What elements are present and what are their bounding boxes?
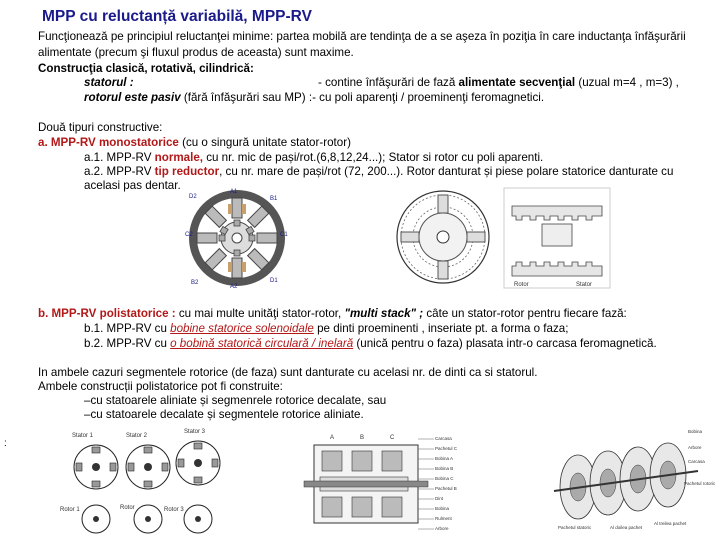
stack-letter-b: B (360, 435, 365, 441)
figure-toothed-rotor (393, 187, 493, 287)
stator-center (92, 463, 100, 471)
stator-pack-c-bottom (382, 497, 402, 517)
conclusion-line-2: Ambele construcții polistatorice pot fi construite: (38, 380, 283, 393)
intro-line-2: alimentate (precum şi fluxul produs de aceasta) sunt maxime. (38, 46, 354, 59)
label-a2: A2 (230, 284, 238, 290)
rotor-row (84, 91, 544, 105)
pole-a2 (232, 258, 242, 278)
stator-tooth (194, 477, 202, 483)
label-d2: D2 (189, 194, 197, 200)
type-a-title: a. MPP-RV monostatorice (38, 136, 179, 149)
rotor-tooth (219, 235, 225, 241)
stack-letter-a: A (330, 435, 335, 441)
rotor-tooth (249, 235, 255, 241)
intro-line-1: Funcţionează pe principiul reluctanţei minime: partea mobilă are tendinţa de a se aşeza în poziţia în care inductanţa înfăşurării (38, 30, 686, 43)
type-a-title-rest: (cu o singură unitate stator-rotor) (178, 136, 351, 149)
type-b2-highlight: o bobină statorică circulară / inelară (170, 337, 354, 350)
label-rotor-1: Rotor 1 (60, 507, 80, 513)
coil-a2-right (242, 262, 246, 272)
stator-pack-a-top (322, 451, 342, 471)
label-c2: C2 (185, 232, 193, 238)
figure-axial-section (300, 427, 460, 537)
stack-letter-c: C (390, 435, 395, 441)
legend-item: Rulment (435, 516, 452, 521)
label-housing: Carcasa (688, 459, 705, 464)
stator-tooth (76, 463, 82, 471)
figure-multi-stack-stators (56, 427, 226, 537)
stator-tooth (162, 463, 168, 471)
type-b1-highlight: bobine statorice solenoidale (170, 322, 314, 335)
legend-item: Bobina B (435, 466, 454, 471)
label-stator-pack: Pachetul statoric (558, 525, 592, 530)
pole-c1 (197, 233, 217, 243)
type-b2-post: (unică pentru o faza) plasata intr-o carcasa feromagnetică. (353, 337, 657, 350)
legend-item: Carcasa (435, 436, 452, 441)
shaft (304, 481, 428, 487)
type-a2-row (84, 165, 673, 179)
stator-pack-b-top (352, 451, 372, 471)
margin-marker: : (4, 438, 7, 449)
legend-item: Bobina (435, 506, 450, 511)
type-b2-pre: b.2. MPP-RV cu (84, 337, 171, 350)
type-a2-continuation: acelasi pas dentar. (84, 179, 181, 192)
conclusion-line-4: –cu statoarele decalate și segmentele rotorice aliniate. (84, 408, 364, 421)
label-d1: D1 (270, 278, 278, 284)
label-third-pack: Al treilea pachet (654, 521, 687, 526)
legend-item: Pachetul C (435, 446, 458, 451)
pole-c2 (257, 233, 277, 243)
stator-label: statorul : (84, 76, 134, 89)
pole-a1 (232, 198, 242, 218)
type-a2-pre: a.2. MPP-RV (84, 165, 155, 178)
type-b1-post: pe dinti proeminenti , inseriate pt. a forma o faza; (313, 322, 569, 335)
rotor-hub (195, 516, 201, 522)
legend-item: Dint (435, 496, 444, 501)
label-rotor: Rotor (120, 505, 135, 511)
stator-tooth (128, 463, 134, 471)
stator-tooth (194, 443, 202, 449)
type-a1-pre: a.1. MPP-RV (84, 151, 155, 164)
shaft (437, 231, 449, 243)
type-a1-post: cu nr. mic de pași/rot.(6,8,12,24...); Stator si rotor cu poli aparenti. (203, 151, 544, 164)
rotor-label: rotorul este pasiv (84, 91, 181, 104)
conclusion-line-1: In ambele cazuri segmentele rotorice (de faza) sunt danturate cu acelasi nr. de dinti ca si statorul. (38, 366, 538, 379)
rotor-tooth (234, 250, 240, 256)
figure-tooth-detail (502, 186, 612, 290)
stator-desc-bold: alimentate secvenţial (458, 76, 576, 89)
type-a1-row (84, 151, 543, 165)
type-a2-bold: tip reductor (154, 165, 220, 178)
pole-left (401, 232, 419, 242)
stator-tooth (110, 463, 116, 471)
label-stator-1: Stator 1 (72, 433, 94, 439)
construction-heading: Construcţia clasică, rotativă, cilindrică: (38, 62, 254, 75)
type-a-row (38, 136, 351, 150)
label-b2: B2 (191, 280, 199, 286)
coil-a2-left (228, 262, 232, 272)
coil-a1-right (242, 204, 246, 214)
stator-tooth (212, 459, 218, 467)
label-stator-2: Stator 2 (126, 433, 148, 439)
legend-item: Bobina A (435, 456, 454, 461)
legend-item: Pachetul B (435, 486, 457, 491)
stator-tooth (92, 447, 100, 453)
stator-tooth (92, 481, 100, 487)
pole-bottom (438, 261, 448, 279)
figure-mono-stator-cross-section (185, 186, 289, 290)
stator-center (194, 459, 202, 467)
stator-tooth (178, 459, 184, 467)
stack-letters (330, 435, 395, 441)
rotor-description: (fără înfăşurări sau MP) :- cu poli aparenţi / proeminenţi feromagnetici. (180, 91, 545, 104)
rotor-hub (93, 516, 99, 522)
label-stator-3: Stator 3 (184, 429, 206, 435)
label-second-pack: Al doilea pachet (610, 525, 643, 530)
conclusion-line-3: –cu statoarele aliniate și segmenrele rotorice decalate, sau (84, 394, 387, 407)
type-b-title: b. MPP-RV polistatorice : (38, 307, 176, 320)
type-b2-row (84, 337, 657, 351)
stator-description (318, 76, 679, 90)
stator-desc-pre: - contine înfăşurări de fază (318, 76, 459, 89)
label-coil: Bobina (688, 429, 703, 434)
label-rotor-pack: Pachetul rotoric (684, 481, 716, 486)
stator-desc-post: (uzual m=4 , m=3) , (575, 76, 679, 89)
stator-center (144, 463, 152, 471)
multi-stack-label: "multi stack" ; (344, 307, 424, 320)
legend-item: Arbore (435, 526, 449, 531)
rotor-tooth (234, 220, 240, 226)
type-b-title-rest: cu mai multe unităţi stator-rotor, (175, 307, 345, 320)
label-a1: A1 (230, 189, 238, 195)
stator-pack-b-bottom (352, 497, 372, 517)
legend-item: Bobina C (435, 476, 454, 481)
pole-piece (542, 224, 572, 246)
coil-a1-left (228, 204, 232, 214)
types-heading: Două tipuri constructive: (38, 121, 163, 134)
figure-perspective-multi-stack (548, 425, 718, 537)
pole-right (467, 232, 485, 242)
rotor-hub (145, 516, 151, 522)
label-rotor-3: Rotor 3 (164, 507, 184, 513)
type-a2-post: , cu nr. mare de pași/rot (72, 200...). Rotor danturat și piese polare statorice danturate cu (219, 165, 674, 178)
type-b-row (38, 307, 627, 321)
type-a1-bold: normale, (154, 151, 203, 164)
stator-pack-a-bottom (322, 497, 342, 517)
stator-pack-c-top (382, 451, 402, 471)
shaft (232, 233, 242, 243)
page-title: MPP cu reluctanță variabilă, MPP-RV (42, 8, 312, 25)
pole-top (438, 195, 448, 213)
label-b1: B1 (270, 196, 278, 202)
axial-legend (435, 436, 458, 531)
label-c1: C1 (280, 232, 288, 238)
label-shaft: Arbore (688, 445, 702, 450)
stator-row (84, 76, 704, 90)
stator-tooth (144, 481, 152, 487)
detail-rotor-label: Rotor (514, 282, 529, 288)
type-b1-row (84, 322, 568, 336)
type-b1-pre: b.1. MPP-RV cu (84, 322, 171, 335)
detail-stator-label: Stator (576, 282, 593, 288)
stator-tooth (144, 447, 152, 453)
type-b-title-end: câte un stator-rotor pentru fiecare fază: (423, 307, 627, 320)
